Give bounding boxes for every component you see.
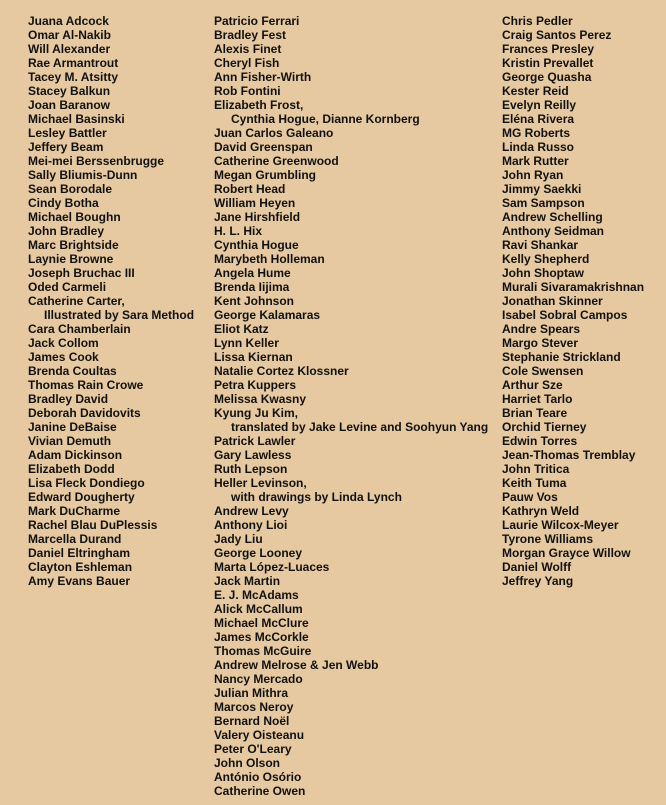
contributor-name: Marcos Neroy [214, 700, 294, 714]
contributor-name: Keith Tuma [502, 476, 567, 490]
contributor-name: Eliot Katz [214, 322, 269, 336]
contributor-name: John Tritica [502, 462, 570, 476]
contributor-name: Marc Brightside [28, 238, 119, 252]
contributor-name: Andrew Melrose & Jen Webb [214, 658, 379, 672]
contributor-name: Jack Martin [214, 574, 281, 588]
contributor-name: Rachel Blau DuPlessis [28, 518, 158, 532]
contributor-name: Cindy Botha [28, 196, 99, 210]
contributor-name: Angela Hume [214, 266, 291, 280]
contributor-name: Sean Borodale [28, 182, 113, 196]
contributor-name: Morgan Grayce Willow [502, 546, 631, 560]
contributor-name: Lynn Keller [214, 336, 279, 350]
contributor-name: H. L. Hix [214, 224, 263, 238]
contributor-name: Murali Sivaramakrishnan [502, 280, 645, 294]
contributor-name: Jeffrey Yang [502, 574, 574, 588]
contributor-name: Nancy Mercado [214, 672, 303, 686]
contributor-name: MG Roberts [502, 126, 571, 140]
contributors-column-2 [214, 14, 488, 798]
contributor-name: James Cook [28, 350, 99, 364]
contributor-name: Bernard Noël [214, 714, 290, 728]
contributor-name: Catherine Carter, [28, 294, 125, 308]
contributor-name: Omar Al-Nakib [28, 28, 111, 42]
contributor-name: Juan Carlos Galeano [214, 126, 334, 140]
contributor-name: Clayton Eshleman [28, 560, 133, 574]
contributor-name: Melissa Kwasny [214, 392, 307, 406]
contributor-name: Orchid Tierney [502, 420, 587, 434]
contributor-credit-line: translated by Jake Levine and Soohyun Yang [231, 420, 489, 434]
contributor-name: George Kalamaras [214, 308, 321, 322]
contributor-name: David Greenspan [214, 140, 313, 154]
contributor-name: Michael Boughn [28, 210, 121, 224]
contributor-name: Julian Mithra [214, 686, 289, 700]
contributor-name: Cole Swensen [502, 364, 584, 378]
contributor-name: Jimmy Saekki [502, 182, 582, 196]
contributor-name: Thomas Rain Crowe [28, 378, 144, 392]
contributor-name: Laurie Wilcox-Meyer [502, 518, 619, 532]
contributor-name: Kristin Prevallet [502, 56, 594, 70]
contributor-name: Catherine Greenwood [214, 154, 339, 168]
contributor-name: Valery Oisteanu [214, 728, 305, 742]
contributor-name: John Shoptaw [502, 266, 584, 280]
contributor-name: Adam Dickinson [28, 448, 123, 462]
contributors-column-1 [28, 14, 194, 588]
contributor-name: Marcella Durand [28, 532, 122, 546]
contributor-name: Lissa Kiernan [214, 350, 293, 364]
contributor-name: E. J. McAdams [214, 588, 299, 602]
contributor-name: Jeffery Beam [28, 140, 104, 154]
contributor-name: Andre Spears [502, 322, 581, 336]
contributor-name: Peter O'Leary [214, 742, 292, 756]
contributor-name: Lesley Battler [28, 126, 107, 140]
contributor-name: Mark Rutter [502, 154, 569, 168]
contributor-name: Cynthia Hogue [214, 238, 299, 252]
contributor-name: Cara Chamberlain [28, 322, 131, 336]
contributor-name: Bradley David [28, 392, 109, 406]
contributor-name: Marybeth Holleman [214, 252, 325, 266]
contributor-name: Oded Carmeli [28, 280, 107, 294]
contributor-credit-line: with drawings by Linda Lynch [231, 490, 402, 504]
contributor-name: Linda Russo [502, 140, 575, 154]
contributor-name: Vivian Demuth [28, 434, 112, 448]
contributor-name: William Heyen [214, 196, 296, 210]
contributor-name: Ruth Lepson [214, 462, 288, 476]
contributor-name: Arthur Sze [502, 378, 563, 392]
contributor-name: Margo Stever [502, 336, 579, 350]
contributor-name: Janine DeBaise [28, 420, 117, 434]
contributor-name: Bradley Fest [214, 28, 287, 42]
contributor-name: Patrick Lawler [214, 434, 296, 448]
contributor-name: Daniel Eltringham [28, 546, 131, 560]
contributor-name: Joan Baranow [28, 98, 111, 112]
contributor-name: Brian Teare [502, 406, 568, 420]
contributor-name: Tacey M. Atsitty [28, 70, 119, 84]
contributor-name: Robert Head [214, 182, 286, 196]
contributor-name: Thomas McGuire [214, 644, 312, 658]
contributor-name: Alick McCallum [214, 602, 303, 616]
contributor-name: Joseph Bruchac III [28, 266, 135, 280]
contributor-name: Pauw Vos [502, 490, 558, 504]
contributor-name: Eléna Rivera [502, 112, 575, 126]
contributor-name: Elizabeth Frost, [214, 98, 304, 112]
contributor-credit-line: Illustrated by Sara Method [44, 308, 195, 322]
contributor-name: Isabel Sobral Campos [502, 308, 628, 322]
contributor-name: John Ryan [502, 168, 564, 182]
contributor-name: Jady Liu [214, 532, 263, 546]
contributor-name: Natalie Cortez Klossner [214, 364, 349, 378]
contributor-name: Marta López-Luaces [214, 560, 330, 574]
contributor-name: Patricio Ferrari [214, 14, 300, 28]
contributor-name: Amy Evans Bauer [28, 574, 131, 588]
contributor-name: James McCorkle [214, 630, 309, 644]
contributor-name: Frances Presley [502, 42, 595, 56]
contributor-name: Stephanie Strickland [502, 350, 621, 364]
contributor-name: Jack Collom [28, 336, 99, 350]
contributor-name: Anthony Seidman [502, 224, 605, 238]
contributor-name: Lisa Fleck Dondiego [28, 476, 145, 490]
contributor-name: Kester Reid [502, 84, 569, 98]
contributor-name: Laynie Browne [28, 252, 114, 266]
contributor-name: Craig Santos Perez [502, 28, 612, 42]
contributor-name: Mei-mei Berssenbrugge [28, 154, 165, 168]
contributor-name: Ravi Shankar [502, 238, 579, 252]
contributor-name: Sam Sampson [502, 196, 585, 210]
contributor-name: Catherine Owen [214, 784, 306, 798]
contributor-name: Mark DuCharme [28, 504, 121, 518]
contributor-name: Stacey Balkun [28, 84, 111, 98]
contributor-name: Rob Fontini [214, 84, 281, 98]
contributor-name: Jean-Thomas Tremblay [502, 448, 636, 462]
contributor-name: Ann Fisher-Wirth [214, 70, 312, 84]
contributor-name: Evelyn Reilly [502, 98, 577, 112]
contributor-name: Chris Pedler [502, 14, 573, 28]
contributor-name: Kent Johnson [214, 294, 294, 308]
contributor-name: Heller Levinson, [214, 476, 307, 490]
contributor-name: Kelly Shepherd [502, 252, 590, 266]
contributor-name: Elizabeth Dodd [28, 462, 115, 476]
contributor-name: Brenda Iijima [214, 280, 290, 294]
contributor-name: Daniel Wolff [502, 560, 572, 574]
contributor-name: John Olson [214, 756, 280, 770]
contributor-name: Petra Kuppers [214, 378, 297, 392]
contributor-name: Tyrone Williams [502, 532, 594, 546]
contributor-name: Edward Dougherty [28, 490, 135, 504]
contributor-credit-line: Cynthia Hogue, Dianne Kornberg [231, 112, 420, 126]
contributor-name: Brenda Coultas [28, 364, 117, 378]
contributor-name: Kathryn Weld [502, 504, 580, 518]
contributor-name: Andrew Levy [214, 504, 289, 518]
contributor-name: Harriet Tarlo [502, 392, 573, 406]
contributor-name: Will Alexander [28, 42, 111, 56]
contributor-name: Edwin Torres [502, 434, 578, 448]
contributor-name: George Looney [214, 546, 303, 560]
contributor-name: Andrew Schelling [502, 210, 603, 224]
contributor-name: Cheryl Fish [214, 56, 280, 70]
contributor-name: Anthony Lioi [214, 518, 288, 532]
contributor-name: Sally Bliumis-Dunn [28, 168, 138, 182]
contributor-name: Jane Hirshfield [214, 210, 301, 224]
contributor-name: John Bradley [28, 224, 105, 238]
contributor-name: Gary Lawless [214, 448, 292, 462]
contributors-column-3 [502, 14, 644, 588]
contributor-name: Michael Basinski [28, 112, 125, 126]
contributor-name: George Quasha [502, 70, 592, 84]
contributor-name: Kyung Ju Kim, [214, 406, 299, 420]
contributor-name: Juana Adcock [28, 14, 109, 28]
contributor-name: Jonathan Skinner [502, 294, 603, 308]
contributor-name: Alexis Finet [214, 42, 282, 56]
contributor-name: Michael McClure [214, 616, 309, 630]
contributor-name: Deborah Davidovits [28, 406, 141, 420]
contributor-name: Megan Grumbling [214, 168, 316, 182]
contributor-name: Rae Armantrout [28, 56, 119, 70]
contributor-name: António Osório [214, 770, 302, 784]
